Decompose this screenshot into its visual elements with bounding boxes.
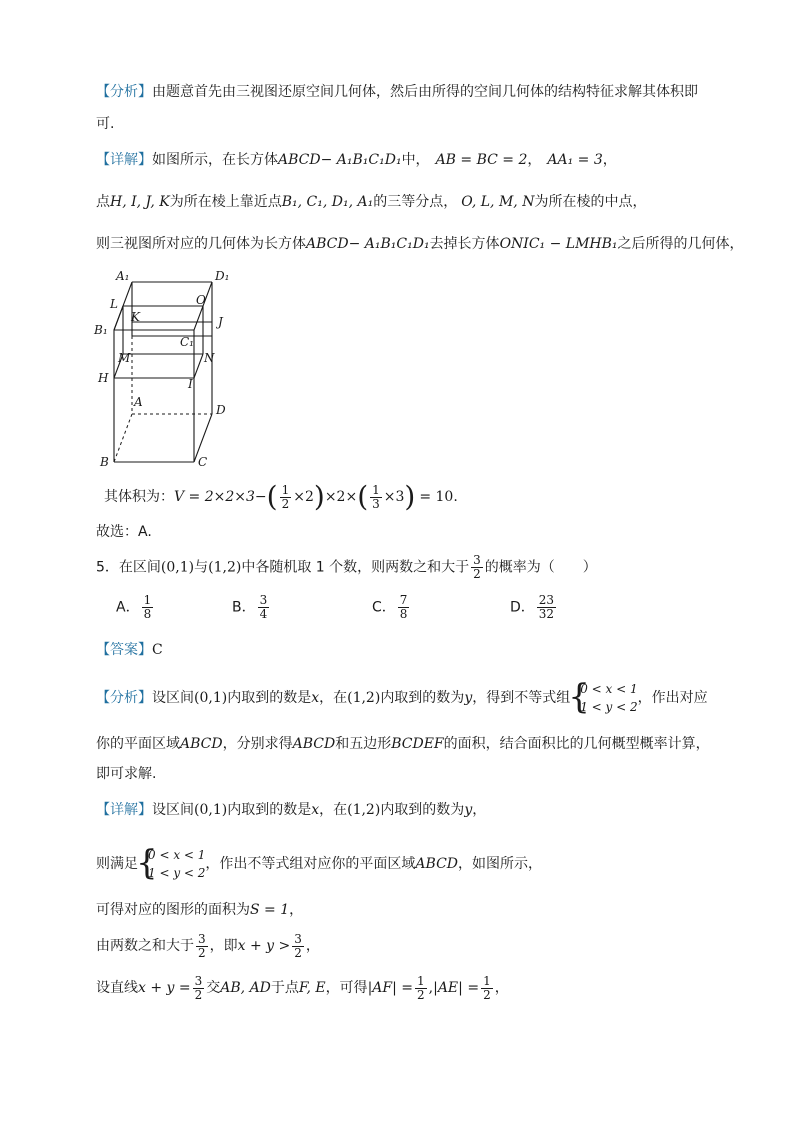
answer-tag: 【答案】 [96,642,152,658]
analysis-line-2 [96,114,114,134]
frac-num: 1 [483,973,491,988]
math-eq-ab-bc: AB = BC = 2 [435,152,528,168]
analysis-text: 你的平面区域 [96,736,180,752]
math-times: ×2× [324,489,358,505]
detail-text: ， [289,902,304,918]
inequality-1: 0 < x < 1 [148,848,206,862]
detail-text: 如图所示，在长方体 [152,152,278,168]
analysis-text: ，得到不等式组 [472,690,571,706]
question-text: 在区间 [118,559,161,576]
choice-line [96,522,152,542]
frac-den: 8 [399,607,408,621]
analysis-line-1 [96,82,698,102]
math-comma: , [428,980,434,996]
frac-den: 2 [194,987,203,1002]
label-c1: C₁ [180,335,194,349]
analysis-text-end: 可. [96,116,115,132]
frac-den: 2 [281,496,290,511]
detail-text: 于点 [270,980,299,996]
label-d: D [216,403,226,417]
inequality-2: 1 < y < 2 [580,700,638,714]
math-var-y: y [464,690,473,706]
math-points-olmn: O, L, M, N [461,194,535,210]
label-m: M [118,351,131,365]
fraction-three-halves [292,933,304,960]
math-interval: (1,2) [347,690,381,706]
detail-text: ，如图所示， [458,856,543,872]
math-volume-rhs: = 10. [419,489,458,505]
math-eq-aa1: AA₁ = 3 [547,152,603,168]
choice-text: 故选：A. [96,524,152,540]
frac-den: 2 [473,567,481,581]
detail-text: 内取到的数是 [227,802,312,818]
fraction-half [415,975,427,1002]
label-c: C [198,455,208,469]
option-d[interactable] [510,594,558,621]
label-j: J [218,315,223,329]
analysis-text: 的面积，结合面积比的几何概型概率计算， [443,736,710,752]
label-b1: B₁ [94,323,108,337]
frac-den: 2 [294,945,302,960]
math-points-b1c1d1a1: B₁, C₁, D₁, A₁ [281,194,374,210]
math-volume-lhs: V = 2×2×3− [174,489,267,505]
frac-num: 1 [417,973,425,988]
option-label: B． [232,599,256,616]
analysis-text: ，在 [319,690,348,706]
option-label: C． [372,599,396,616]
math-region-abcd: ABCD [180,736,223,752]
detail-text: 中， [401,152,430,168]
detail-line-1 [96,150,617,170]
option-a[interactable] [116,594,155,621]
option-b[interactable] [232,594,271,621]
edge-n-i [194,354,203,378]
option-fraction [537,594,556,621]
label-d1: D₁ [215,269,230,283]
detail-text: 则满足 [96,856,138,872]
detail-text: ， [527,152,542,168]
detail-text: 内取到的数为 [380,802,465,818]
label-o: O [196,293,206,307]
frac-num: 7 [399,593,408,607]
inequality-1: 0 < x < 1 [580,682,638,696]
option-fraction [398,594,410,621]
frac-den: 3 [372,496,380,511]
question-text: 的概率为（ ） [484,559,597,576]
inequality-system [136,843,206,883]
math-interval: (0,1) [160,559,195,576]
detail-text: ，作出不等式组对应你的平面区域 [205,856,416,872]
option-fraction [142,594,154,621]
analysis-text: ，作出对应 [637,690,708,706]
label-h: H [98,371,109,385]
frac-den: 32 [538,607,555,621]
math-cuboid: ABCD− A₁B₁C₁D₁ [306,236,430,252]
label-l: L [110,297,118,311]
math-var-x: x [311,690,320,706]
frac-den: 8 [143,607,152,621]
frac-num: 23 [538,593,555,607]
frac-den: 2 [198,945,206,960]
math-abs-ae: |AE| = [433,980,480,996]
fraction-third [370,484,382,511]
analysis-text: 设区间 [152,690,194,706]
detail2-line-2 [96,843,543,883]
math-line-eq: x + y = [138,980,191,996]
detail-text: ，在 [319,802,348,818]
analysis-text: 即可求解. [96,766,157,782]
question-number: 5． [96,559,119,576]
option-c[interactable] [372,594,411,621]
label-b: B [100,455,109,469]
label-i: I [188,377,193,391]
question-text: 与 [194,559,209,576]
detail-text: 设直线 [96,980,138,996]
hidden-edge-a-b [114,414,132,462]
math-region-abcd: ABCD [415,856,459,872]
detail-text: 设区间 [152,802,194,818]
frac-num: 3 [259,593,268,607]
detail-tag: 【详解】 [96,152,152,168]
math-var-x: x [311,802,320,818]
detail2-line-4 [96,930,320,962]
volume-label: 其体积为： [104,489,174,505]
detail-text: 由两数之和大于 [96,938,194,954]
fraction-half [481,975,493,1002]
math-points-hijk: H, I, J, K [110,194,170,210]
math-times-3: ×3 [383,489,405,505]
math-pentagon: BCDEF [391,736,444,752]
detail-text: ， [472,802,487,818]
analysis-text: 内取到的数是 [227,690,312,706]
detail-tag: 【详解】 [96,802,152,818]
frac-num: 3 [294,931,302,946]
math-interval: (0,1) [194,690,228,706]
fraction-three-halves [193,975,205,1002]
analysis-text: 和五边形 [335,736,392,752]
detail-line-2 [96,192,646,212]
fraction-three-halves [196,933,208,960]
detail-text: 为所在棱的中点， [534,194,647,210]
frac-den: 2 [483,987,491,1002]
detail-text: ，可得 [325,980,368,996]
paren-open: ( [266,480,278,513]
frac-num: 3 [198,931,206,946]
detail-text: 交 [206,980,221,996]
question-5 [96,554,597,581]
inequality-system [568,677,638,717]
label-n: N [204,351,215,365]
math-segments: AB, AD [220,980,271,996]
brace: { [136,843,158,883]
detail-line-3 [96,234,744,254]
frac-den: 4 [259,607,268,621]
fraction-half [280,484,292,511]
brace: { [568,677,590,717]
frac-num: 1 [143,593,152,607]
math-points-fe: F, E [298,980,326,996]
analysis-text: ，分别求得 [222,736,293,752]
question-text: 中各随机取 1 个数，则两数之和大于 [241,559,470,576]
detail2-line-1 [96,800,486,820]
detail-text: 可得对应的图形的面积为 [96,902,250,918]
math-area: S = 1 [250,902,290,918]
cuboid-figure [90,266,250,472]
fraction-three-halves [471,554,483,581]
detail-text: 点 [96,194,110,210]
frac-num: 3 [194,973,203,988]
analysis2-line-1 [96,677,708,717]
frac-den: 2 [417,987,425,1002]
answer-value: C [152,642,163,658]
math-var-y: y [464,802,473,818]
math-inequality: x + y > [237,938,291,954]
volume-line [104,480,458,514]
analysis-text: 内取到的数为 [380,690,465,706]
analysis-tag: 【分析】 [96,84,152,100]
option-label: D． [510,599,535,616]
paren-close: ) [313,480,325,513]
paren-close: ) [404,480,416,513]
label-a1: A₁ [116,269,130,283]
label-k: K [131,310,140,324]
frac-num: 1 [281,482,290,497]
detail-text: ，即 [209,938,238,954]
frac-num: 3 [473,553,481,567]
option-fraction [258,594,270,621]
detail2-line-5 [96,972,509,1004]
detail-text: 则三视图所对应的几何体为长方体 [96,236,306,252]
detail2-line-3 [96,900,303,920]
analysis2-line-3 [96,764,156,784]
frac-num: 1 [372,482,380,497]
math-interval: (1,2) [347,802,381,818]
inequality-2: 1 < y < 2 [148,866,206,880]
detail-text: 去掉长方体 [429,236,500,252]
math-cuboid-removed: ONIC₁ − LMHB₁ [499,236,618,252]
analysis-text: 由题意首先由三视图还原空间几何体，然后由所得的空间几何体的结构特征求解其体积即 [152,84,698,100]
answer-line [96,640,163,660]
analysis-tag: 【分析】 [96,690,152,706]
math-times-2: ×2 [293,489,314,505]
math-cuboid: ABCD− A₁B₁C₁D₁ [278,152,402,168]
math-abs-af: |AF| = [367,980,414,996]
math-interval: (1,2) [208,559,242,576]
detail-text: 之后所得的几何体， [617,236,744,252]
detail-text: 为所在棱上靠近点 [169,194,282,210]
math-region-abcd: ABCD [292,736,336,752]
math-interval: (0,1) [194,802,228,818]
detail-text: ， [602,152,617,168]
paren-open: ( [357,480,369,513]
analysis2-line-2 [96,734,710,754]
detail-text: 的三等分点， [373,194,458,210]
detail-text: ， [494,980,509,996]
option-label: A． [116,599,140,616]
label-a: A [134,395,143,409]
detail-text: ， [305,938,320,954]
